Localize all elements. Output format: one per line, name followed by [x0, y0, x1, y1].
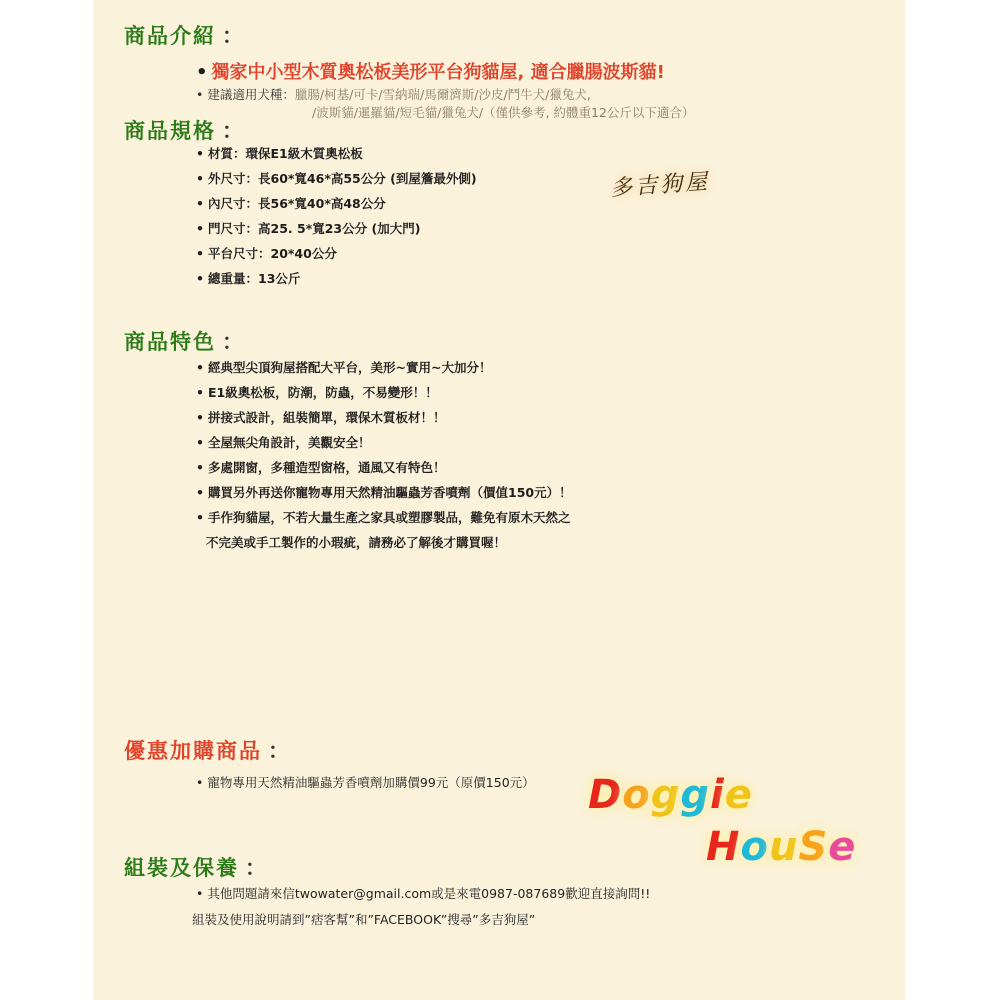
spec-material: 材質：環保E1級木質奧松板 [208, 146, 363, 161]
bullet: • [196, 146, 204, 161]
feature-text: 經典型尖頂狗屋搭配大平台，美形~實用~大加分！ [208, 360, 492, 375]
spec-weight: 總重量：13公斤 [208, 271, 301, 286]
bullet: • [196, 510, 204, 525]
bullet: • [196, 196, 204, 211]
signature: 多吉狗屋 [609, 169, 711, 202]
logo-letter: i [709, 772, 725, 818]
logo-letter: D [588, 772, 623, 818]
care-title: 組裝及保養 [124, 856, 239, 880]
bullet: • [196, 87, 204, 102]
spec-platform-size: 平台尺寸：20*40公分 [208, 246, 337, 261]
bullet: • [196, 775, 204, 790]
logo-letter: g [680, 772, 710, 818]
feature-item [196, 433, 371, 451]
spec-item [196, 269, 300, 287]
feature-text: 手作狗貓屋，不若大量生產之家具或塑膠製品，難免有原木天然之 [208, 510, 571, 525]
logo-letter: e [724, 772, 753, 818]
addon-text: 寵物專用天然精油驅蟲芳香噴劑加購價99元（原價150元） [207, 775, 535, 790]
features-heading [124, 326, 245, 356]
logo-letter: S [798, 824, 829, 870]
logo-house [706, 824, 856, 870]
bullet: • [196, 886, 204, 901]
breeds-list-2: /波斯貓/暹羅貓/短毛貓/獵兔犬/（僅供參考, 約體重12公斤以下適合） [312, 105, 695, 120]
feature-text: 拼接式設計，組裝簡單，環保木質板材！！ [208, 410, 446, 425]
features-title: 商品特色 [124, 330, 216, 354]
feature-item [196, 358, 491, 376]
care-line-1 [196, 884, 650, 902]
bullet: • [196, 221, 204, 236]
intro-title: 商品介紹 [124, 24, 216, 48]
spec-item [196, 194, 386, 212]
logo-letter: e [828, 824, 857, 870]
feature-item [196, 383, 438, 401]
spec-inner-size: 內尺寸：長56*寬40*高48公分 [208, 196, 386, 211]
spec-door-size: 門尺寸：高25. 5*寬23公分 (加大門) [208, 221, 421, 236]
breeds-label: 建議適用犬種： [207, 87, 295, 102]
features-colon: ： [222, 330, 245, 354]
care-line-2: 組裝及使用說明請到”痞客幫”和”FACEBOOK”搜尋”多吉狗屋” [192, 912, 536, 927]
bullet: • [196, 410, 204, 425]
logo-letter: o [740, 824, 769, 870]
logo-letter: H [706, 824, 741, 870]
care-heading [124, 852, 268, 882]
intro-highlight: 獨家中小型木質奧松板美形平台狗貓屋, 適合臘腸波斯貓! [211, 62, 665, 83]
feature-item [196, 508, 571, 526]
logo-letter: g [650, 772, 681, 818]
addon-title: 優惠加購商品 [124, 739, 262, 763]
feature-continuation: 不完美或手工製作的小瑕疵，請務必了解後才購買喔！ [206, 535, 507, 550]
feature-text: E1級奧松板，防潮，防蟲，不易變形！！ [208, 385, 438, 400]
logo-doggie [588, 772, 753, 818]
logo-letter: u [768, 824, 799, 870]
feature-item [196, 483, 572, 501]
intro-heading [124, 20, 245, 50]
bullet: • [196, 385, 204, 400]
feature-text: 全屋無尖角設計，美觀安全！ [208, 435, 371, 450]
spec-outer-size: 外尺寸：長60*寬46*高55公分 (到屋簷最外側) [208, 171, 477, 186]
intro-highlight-line [196, 58, 665, 84]
specs-colon: ： [222, 119, 245, 143]
spec-item [196, 144, 363, 162]
bullet: • [196, 360, 204, 375]
bullet: • [196, 485, 204, 500]
specs-heading [124, 115, 245, 145]
specs-title: 商品規格 [124, 119, 216, 143]
feature-text: 購買另外再送你寵物專用天然精油驅蟲芳香噴劑（價值150元）！ [208, 485, 572, 500]
bullet: • [196, 246, 204, 261]
bullet: • [196, 62, 208, 83]
bullet: • [196, 460, 204, 475]
feature-item [196, 408, 446, 426]
spec-item [196, 169, 477, 187]
addon-heading [124, 735, 291, 765]
bullet: • [196, 435, 204, 450]
feature-item [196, 458, 446, 476]
addon-item [196, 773, 535, 791]
bullet: • [196, 271, 204, 286]
addon-colon: ： [268, 739, 291, 763]
contact-text: 其他問題請來信twowater@gmail.com或是來電0987-087689歡迎直接詢問!! [207, 886, 651, 901]
breeds-line-1 [196, 84, 591, 103]
breeds-list-1: 臘腸/柯基/可卡/雪納瑞/馬爾濟斯/沙皮/鬥牛犬/獵兔犬, [294, 87, 591, 102]
spec-item [196, 244, 337, 262]
care-colon: ： [245, 856, 268, 880]
logo-letter: o [622, 772, 651, 818]
intro-colon: ： [222, 24, 245, 48]
spec-item [196, 219, 420, 237]
bullet: • [196, 171, 204, 186]
feature-text: 多處開窗，多種造型窗格，通風又有特色！ [208, 460, 446, 475]
